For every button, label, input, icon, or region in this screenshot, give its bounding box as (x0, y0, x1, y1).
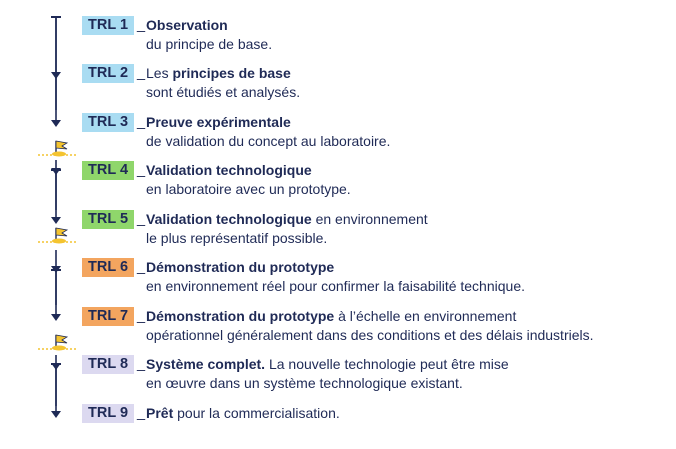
trl-description-line2: opérationnel généralement dans des conditions et des délais industriels. (146, 327, 594, 343)
trl-description-highlight: Observation (146, 17, 228, 33)
trl-description-line2: de validation du concept au laboratoire. (146, 133, 391, 149)
trl-description-line1 (146, 161, 312, 180)
flag-icon (38, 141, 76, 157)
trl-description-line2: du principe de base. (146, 36, 273, 52)
arrow-down-icon (51, 120, 61, 127)
flag-icon (38, 228, 76, 244)
trl-separator: _ (137, 17, 146, 33)
trl-description-highlight: Validation technologique (146, 211, 312, 227)
trl-separator: _ (137, 65, 146, 81)
trl-description-line1 (146, 64, 291, 83)
trl-separator: _ (137, 114, 146, 130)
trl-description-highlight: Validation technologique (146, 162, 312, 178)
trl-description-line1 (146, 404, 340, 423)
trl-description-highlight: principes de base (172, 65, 291, 81)
trl-description-line2: le plus représentatif possible. (146, 230, 328, 246)
trl-description-line1 (146, 355, 509, 374)
trl-description-line1 (146, 210, 428, 229)
trl-badge: TRL 5 (82, 210, 134, 229)
trl-separator: _ (137, 356, 146, 372)
trl-description-line1 (146, 16, 228, 35)
trl-description-line2: sont étudiés et analysés. (146, 84, 301, 100)
trl-badge: TRL 4 (82, 161, 134, 180)
trl-description-highlight: Preuve expérimentale (146, 114, 291, 130)
trl-separator: _ (137, 211, 146, 227)
trl-description-rest: pour la commercialisation. (173, 405, 340, 421)
trl-description-line1 (146, 113, 291, 132)
trl-badge: TRL 8 (82, 355, 134, 374)
trl-description-highlight: Démonstration du prototype (146, 259, 335, 275)
trl-description-line1 (146, 258, 334, 277)
trl-description-line2: en laboratoire avec un prototype. (146, 181, 351, 197)
trl-separator: _ (137, 162, 146, 178)
trl-badge: TRL 2 (82, 64, 134, 83)
trl-description-rest: en environnement (311, 211, 428, 227)
trl-description-highlight: Prêt (146, 405, 174, 421)
flag-icon (38, 335, 76, 351)
trl-badge: TRL 3 (82, 113, 134, 132)
trl-separator: _ (137, 308, 146, 324)
trl-description-line1 (146, 307, 516, 326)
trl-description-rest: à l’échelle en environnement (334, 308, 517, 324)
trl-badge: TRL 6 (82, 258, 134, 277)
trl-description-line2: en œuvre dans un système technologique existant. (146, 375, 463, 391)
trl-description-highlight: Système complet. (146, 356, 266, 372)
trl-description-line2: en environnement réel pour confirmer la faisabilité technique. (146, 278, 525, 294)
trl-badge: TRL 7 (82, 307, 134, 326)
trl-description-rest: La nouvelle technologie peut être mise (265, 356, 509, 372)
trl-badge: TRL 9 (82, 404, 134, 423)
trl-separator: _ (137, 259, 146, 275)
trl-description-highlight: Démonstration du prototype (146, 308, 335, 324)
trl-description-prefix: Les (146, 65, 173, 81)
trl-separator: _ (137, 405, 146, 421)
trl-badge: TRL 1 (82, 16, 134, 35)
